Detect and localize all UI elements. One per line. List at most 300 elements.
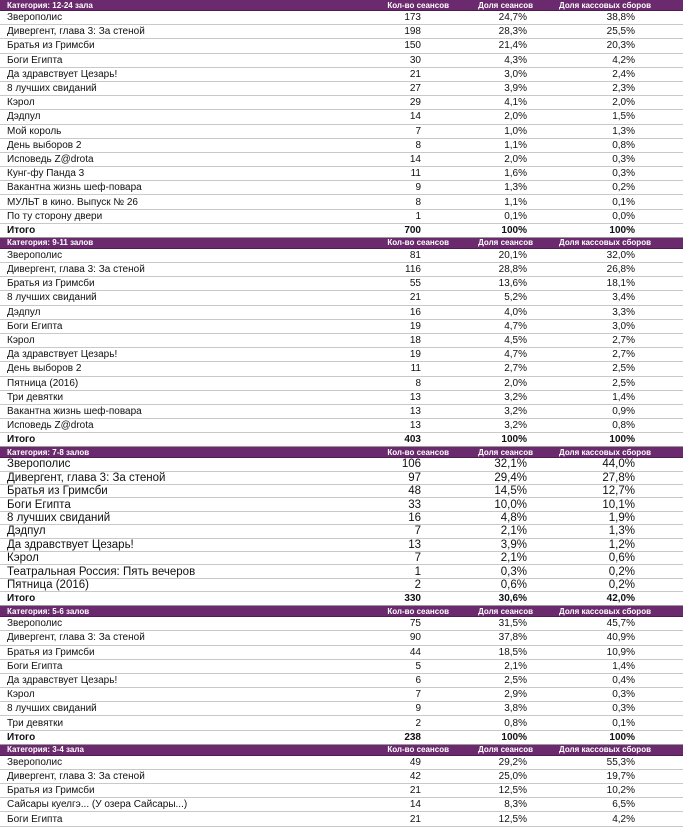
table-row: [0, 377, 683, 391]
share-box: 6,5%: [612, 799, 635, 811]
share-sessions: 8,3%: [504, 799, 527, 811]
sessions-count: 9: [415, 703, 421, 715]
share-box: 27,8%: [602, 471, 635, 484]
share-sessions: 12,5%: [498, 813, 527, 825]
table-row: [0, 539, 683, 552]
film-title: 8 лучших свиданий: [7, 512, 111, 524]
film-title: Мой король: [7, 125, 62, 137]
film-title: Да здравствует Цезарь!: [7, 68, 118, 80]
share-box: 26,8%: [606, 264, 635, 276]
share-sessions: 4,8%: [500, 512, 527, 524]
share-box: 1,4%: [612, 660, 635, 672]
film-title: Театральная Россия: Пять вечеров: [7, 565, 196, 578]
sessions-count: 173: [404, 12, 421, 24]
category-title: Категория: 3-4 зала: [7, 745, 84, 755]
table-row: [0, 617, 683, 631]
total-share-box: 42,0%: [606, 593, 635, 605]
share-sessions: 2,0%: [504, 153, 527, 165]
table-row: [0, 646, 683, 660]
share-box: 3,3%: [612, 306, 635, 318]
share-box: 2,5%: [612, 363, 635, 375]
table-row: [0, 320, 683, 334]
sessions-count: 14: [409, 153, 421, 165]
share-box: 12,7%: [602, 485, 635, 498]
film-title: Кэрол: [7, 335, 35, 347]
share-sessions: 3,8%: [504, 703, 527, 715]
sessions-count: 49: [409, 756, 421, 768]
sessions-count: 16: [408, 512, 421, 524]
share-box: 4,2%: [612, 813, 635, 825]
total-row: [0, 224, 683, 238]
sessions-count: 48: [408, 485, 421, 498]
share-box: 4,2%: [612, 54, 635, 66]
share-box: 1,4%: [612, 391, 635, 403]
share-sessions: 2,0%: [504, 377, 527, 389]
sessions-count: 90: [409, 632, 421, 644]
sessions-count: 9: [415, 182, 421, 194]
table-row: [0, 125, 683, 139]
sessions-count: 2: [414, 578, 421, 591]
film-title: Сайсары куелгэ... (У озера Сайсары...): [7, 799, 188, 811]
total-sessions: 238: [404, 731, 421, 743]
sessions-count: 13: [408, 538, 421, 551]
share-sessions: 0,1%: [504, 210, 527, 222]
sessions-count: 18: [409, 335, 421, 347]
table-row: [0, 770, 683, 784]
share-sessions: 1,3%: [504, 182, 527, 194]
film-title: Дэдпул: [7, 306, 41, 318]
share-sessions: 0,6%: [500, 578, 527, 591]
share-sessions: 29,2%: [498, 756, 527, 768]
table-row: [0, 798, 683, 812]
share-box: 1,5%: [612, 111, 635, 123]
table-row: [0, 405, 683, 419]
sessions-count: 81: [409, 249, 421, 261]
sessions-count: 116: [405, 264, 421, 276]
film-title: Да здравствует Цезарь!: [7, 675, 118, 686]
sessions-count: 7: [415, 125, 421, 137]
film-title: Да здравствует Цезарь!: [7, 349, 118, 361]
table-row: [0, 498, 683, 511]
table-row: [0, 11, 683, 25]
total-share-sessions: 100%: [501, 434, 527, 446]
film-title: Три девятки: [7, 717, 64, 729]
sessions-count: 27: [409, 83, 421, 95]
film-title: МУЛЬТ в кино. Выпуск № 26: [7, 196, 138, 208]
category-title: Категория: 12-24 зала: [7, 0, 93, 10]
share-box: 0,0%: [612, 210, 635, 222]
total-label: Итого: [7, 593, 36, 605]
share-box: 10,9%: [606, 646, 635, 658]
column-header-share-sessions: Доля сеансов: [478, 447, 533, 457]
sessions-count: 14: [409, 799, 421, 811]
film-title: Братья из Гримсби: [7, 646, 95, 658]
total-row: [0, 433, 683, 447]
film-title: Три девятки: [7, 391, 64, 403]
table-row: [0, 68, 683, 82]
share-sessions: 3,9%: [504, 83, 527, 95]
share-box: 0,3%: [612, 153, 635, 165]
table-row: [0, 54, 683, 68]
film-title: Зверополис: [7, 618, 63, 630]
share-sessions: 21,4%: [498, 40, 527, 52]
table-row: [0, 277, 683, 291]
sessions-count: 33: [408, 498, 421, 511]
table-row: [0, 291, 683, 305]
share-box: 20,3%: [606, 40, 635, 52]
share-box: 2,5%: [612, 377, 635, 389]
total-share-box: 100%: [609, 731, 635, 743]
share-box: 2,4%: [612, 68, 635, 80]
film-title: Исповедь Z@drota: [7, 420, 94, 432]
column-header-share-sessions: Доля сеансов: [478, 745, 533, 755]
share-sessions: 4,5%: [504, 335, 527, 347]
share-box: 1,3%: [608, 525, 635, 538]
share-box: 0,1%: [612, 717, 635, 729]
share-sessions: 2,1%: [500, 552, 527, 565]
sessions-count: 106: [401, 458, 421, 471]
share-box: 0,9%: [612, 405, 635, 417]
share-sessions: 2,0%: [504, 111, 527, 123]
sessions-count: 11: [410, 168, 421, 180]
column-header-share-box: Доля кассовых сборов: [559, 606, 651, 616]
sessions-count: 8: [415, 139, 421, 151]
film-title: Дэдпул: [7, 111, 41, 123]
share-box: 1,3%: [612, 125, 635, 137]
share-sessions: 4,0%: [504, 306, 527, 318]
share-sessions: 3,2%: [504, 405, 527, 417]
sessions-count: 42: [409, 770, 421, 782]
sessions-count: 44: [409, 646, 421, 658]
table-row: [0, 195, 683, 209]
share-sessions: 18,5%: [498, 646, 527, 658]
table-row: [0, 25, 683, 39]
category-title: Категория: 5-6 залов: [7, 606, 90, 616]
share-sessions: 2,1%: [500, 525, 527, 538]
table-row: [0, 485, 683, 498]
film-title: Пятница (2016): [7, 578, 89, 591]
share-box: 0,2%: [612, 182, 635, 194]
film-title: Боги Египта: [7, 813, 63, 825]
share-box: 19,7%: [606, 770, 635, 782]
category-header: [0, 447, 683, 458]
category-header: [0, 606, 683, 617]
column-header-share-sessions: Доля сеансов: [478, 238, 533, 248]
share-box: 25,5%: [606, 26, 635, 38]
share-box: 55,3%: [606, 756, 635, 768]
table-row: [0, 525, 683, 538]
column-header-share-box: Доля кассовых сборов: [559, 745, 651, 755]
sessions-count: 13: [409, 391, 421, 403]
table-row: [0, 631, 683, 645]
share-sessions: 1,1%: [504, 196, 527, 208]
table-row: [0, 419, 683, 433]
sessions-count: 13: [409, 420, 421, 432]
sessions-count: 7: [415, 689, 421, 701]
sessions-count: 1: [414, 565, 421, 578]
table-row: [0, 96, 683, 110]
column-header-sessions: Кол-во сеансов: [387, 0, 449, 10]
sessions-count: 75: [409, 618, 421, 630]
table-row: [0, 660, 683, 674]
column-header-share-box: Доля кассовых сборов: [559, 447, 651, 457]
share-sessions: 31,5%: [498, 618, 527, 630]
share-box: 32,0%: [606, 249, 635, 261]
total-sessions: 403: [404, 434, 421, 446]
film-title: 8 лучших свиданий: [7, 703, 97, 715]
share-box: 0,1%: [612, 196, 635, 208]
share-sessions: 4,7%: [504, 349, 527, 361]
sessions-count: 21: [409, 292, 421, 304]
total-label: Итого: [7, 434, 36, 446]
film-title: Дивергент, глава 3: За стеной: [7, 632, 145, 644]
table-row: [0, 674, 683, 688]
share-box: 45,7%: [606, 618, 635, 630]
share-sessions: 1,6%: [504, 168, 527, 180]
share-sessions: 2,1%: [504, 660, 527, 672]
sessions-count: 21: [409, 813, 421, 825]
table-row: [0, 139, 683, 153]
film-title: Дивергент, глава 3: За стеной: [7, 26, 145, 38]
sessions-count: 1: [415, 210, 421, 222]
table-row: [0, 391, 683, 405]
table-row: [0, 82, 683, 96]
sessions-count: 14: [409, 111, 421, 123]
table-row: [0, 39, 683, 53]
table-row: [0, 458, 683, 471]
table-row: [0, 153, 683, 167]
sessions-count: 7: [414, 552, 421, 565]
sessions-count: 198: [404, 26, 421, 38]
table-row: [0, 688, 683, 702]
sessions-count: 21: [409, 785, 421, 797]
share-box: 10,2%: [606, 785, 635, 797]
share-sessions: 2,5%: [504, 675, 527, 686]
film-title: Зверополис: [7, 249, 63, 261]
total-label: Итого: [7, 731, 36, 743]
table-row: [0, 181, 683, 195]
share-sessions: 12,5%: [498, 785, 527, 797]
sessions-count: 13: [409, 405, 421, 417]
share-box: 0,2%: [608, 565, 635, 578]
share-sessions: 5,2%: [504, 292, 527, 304]
table-row: [0, 552, 683, 565]
share-box: 1,2%: [608, 538, 635, 551]
film-title: 8 лучших свиданий: [7, 292, 97, 304]
table-row: [0, 210, 683, 224]
column-header-sessions: Кол-во сеансов: [387, 238, 449, 248]
total-sessions: 700: [404, 224, 421, 236]
share-box: 1,9%: [608, 512, 635, 524]
category-header: [0, 0, 683, 11]
film-title: Кэрол: [7, 97, 35, 109]
table-row: [0, 334, 683, 348]
sessions-count: 19: [409, 320, 421, 332]
film-title: Боги Египта: [7, 498, 71, 511]
film-title: Исповедь Z@drota: [7, 153, 94, 165]
film-title: Дивергент, глава 3: За стеной: [7, 471, 166, 484]
sessions-count: 150: [404, 40, 421, 52]
total-row: [0, 592, 683, 606]
table-row: [0, 263, 683, 277]
table-row: [0, 756, 683, 770]
table-row: [0, 472, 683, 485]
sessions-count: 6: [415, 675, 421, 686]
column-header-share-sessions: Доля сеансов: [478, 606, 533, 616]
share-sessions: 29,4%: [494, 471, 527, 484]
sessions-count: 97: [408, 471, 421, 484]
film-title: Братья из Гримсби: [7, 40, 95, 52]
share-sessions: 1,0%: [504, 125, 527, 137]
share-sessions: 10,0%: [494, 498, 527, 511]
film-title: Братья из Гримсби: [7, 278, 95, 290]
film-title: Пятница (2016): [7, 377, 79, 389]
sessions-count: 21: [409, 68, 421, 80]
film-title: Вакантна жизнь шеф-повара: [7, 405, 142, 417]
share-box: 3,4%: [612, 292, 635, 304]
table-row: [0, 348, 683, 362]
share-sessions: 37,8%: [498, 632, 527, 644]
column-header-sessions: Кол-во сеансов: [387, 606, 449, 616]
film-title: Зверополис: [7, 458, 71, 471]
total-row: [0, 731, 683, 745]
share-sessions: 28,3%: [498, 26, 527, 38]
total-share-sessions: 100%: [501, 731, 527, 743]
film-title: Да здравствует Цезарь!: [7, 538, 134, 551]
share-box: 40,9%: [606, 632, 635, 644]
sessions-count: 30: [409, 54, 421, 66]
share-box: 0,3%: [612, 168, 635, 180]
film-title: Боги Египта: [7, 660, 63, 672]
share-sessions: 4,1%: [504, 97, 527, 109]
share-sessions: 14,5%: [494, 485, 527, 498]
film-title: Дэдпул: [7, 525, 46, 538]
share-sessions: 32,1%: [494, 458, 527, 471]
sessions-count: 16: [409, 306, 421, 318]
film-title: Боги Египта: [7, 320, 63, 332]
sessions-count: 8: [415, 196, 421, 208]
total-share-box: 100%: [609, 434, 635, 446]
total-label: Итого: [7, 224, 36, 236]
share-box: 0,6%: [608, 552, 635, 565]
share-box: 0,2%: [608, 578, 635, 591]
sessions-count: 2: [415, 717, 421, 729]
share-box: 38,8%: [606, 12, 635, 24]
film-title: Братья из Гримсби: [7, 485, 108, 498]
film-title: День выборов 2: [7, 139, 82, 151]
share-box: 44,0%: [602, 458, 635, 471]
film-title: Зверополис: [7, 756, 63, 768]
film-title: Боги Египта: [7, 54, 63, 66]
share-box: 0,8%: [612, 420, 635, 432]
film-title: Кунг-фу Панда 3: [7, 168, 85, 180]
total-share-box: 100%: [609, 224, 635, 236]
table-row: [0, 565, 683, 578]
share-sessions: 4,3%: [504, 54, 527, 66]
category-title: Категория: 7-8 залов: [7, 447, 90, 457]
share-sessions: 2,9%: [504, 689, 527, 701]
table-row: [0, 702, 683, 716]
share-box: 0,3%: [612, 689, 635, 701]
share-sessions: 3,2%: [504, 391, 527, 403]
table-row: [0, 249, 683, 263]
column-header-share-box: Доля кассовых сборов: [559, 238, 651, 248]
category-title: Категория: 9-11 залов: [7, 238, 94, 248]
share-sessions: 25,0%: [498, 770, 527, 782]
share-box: 3,0%: [612, 320, 635, 332]
share-sessions: 0,3%: [500, 565, 527, 578]
share-sessions: 20,1%: [498, 249, 527, 261]
share-sessions: 4,7%: [504, 320, 527, 332]
table-row: [0, 362, 683, 376]
share-box: 2,0%: [612, 97, 635, 109]
share-box: 0,4%: [612, 675, 635, 686]
sessions-count: 55: [409, 278, 421, 290]
share-sessions: 3,9%: [500, 538, 527, 551]
share-sessions: 3,2%: [504, 420, 527, 432]
total-sessions: 330: [404, 593, 421, 605]
share-box: 0,3%: [612, 703, 635, 715]
table-row: [0, 512, 683, 525]
sessions-count: 29: [409, 97, 421, 109]
film-title: Кэрол: [7, 552, 39, 565]
film-title: Дивергент, глава 3: За стеной: [7, 264, 145, 276]
film-title: 8 лучших свиданий: [7, 83, 97, 95]
sessions-count: 7: [414, 525, 421, 538]
film-title: Братья из Гримсби: [7, 785, 95, 797]
table-row: [0, 716, 683, 730]
sessions-count: 5: [415, 660, 421, 672]
share-sessions: 28,8%: [498, 264, 527, 276]
film-title: Зверополис: [7, 12, 63, 24]
film-title: День выборов 2: [7, 363, 82, 375]
category-header: [0, 745, 683, 756]
share-sessions: 24,7%: [498, 12, 527, 24]
column-header-share-box: Доля кассовых сборов: [559, 0, 651, 10]
sessions-count: 19: [409, 349, 421, 361]
share-box: 10,1%: [602, 498, 635, 511]
share-sessions: 13,6%: [498, 278, 527, 290]
film-title: Дивергент, глава 3: За стеной: [7, 770, 145, 782]
table-row: [0, 110, 683, 124]
share-box: 2,7%: [612, 349, 635, 361]
total-share-sessions: 100%: [501, 224, 527, 236]
sessions-count: 8: [415, 377, 421, 389]
column-header-sessions: Кол-во сеансов: [387, 745, 449, 755]
share-sessions: 3,0%: [504, 68, 527, 80]
table-row: [0, 306, 683, 320]
share-box: 2,3%: [612, 83, 635, 95]
film-title: По ту сторону двери: [7, 210, 103, 222]
table-row: [0, 579, 683, 592]
share-box: 2,7%: [612, 335, 635, 347]
film-title: Вакантна жизнь шеф-повара: [7, 182, 142, 194]
column-header-sessions: Кол-во сеансов: [387, 447, 449, 457]
share-sessions: 2,7%: [504, 363, 527, 375]
share-sessions: 1,1%: [504, 139, 527, 151]
share-box: 18,1%: [606, 278, 635, 290]
table-row: [0, 812, 683, 826]
category-header: [0, 238, 683, 249]
table-row: [0, 784, 683, 798]
column-header-share-sessions: Доля сеансов: [478, 0, 533, 10]
sessions-count: 11: [410, 363, 421, 375]
share-box: 0,8%: [612, 139, 635, 151]
total-share-sessions: 30,6%: [498, 593, 527, 605]
share-sessions: 0,8%: [504, 717, 527, 729]
table-row: [0, 167, 683, 181]
film-title: Кэрол: [7, 689, 35, 701]
